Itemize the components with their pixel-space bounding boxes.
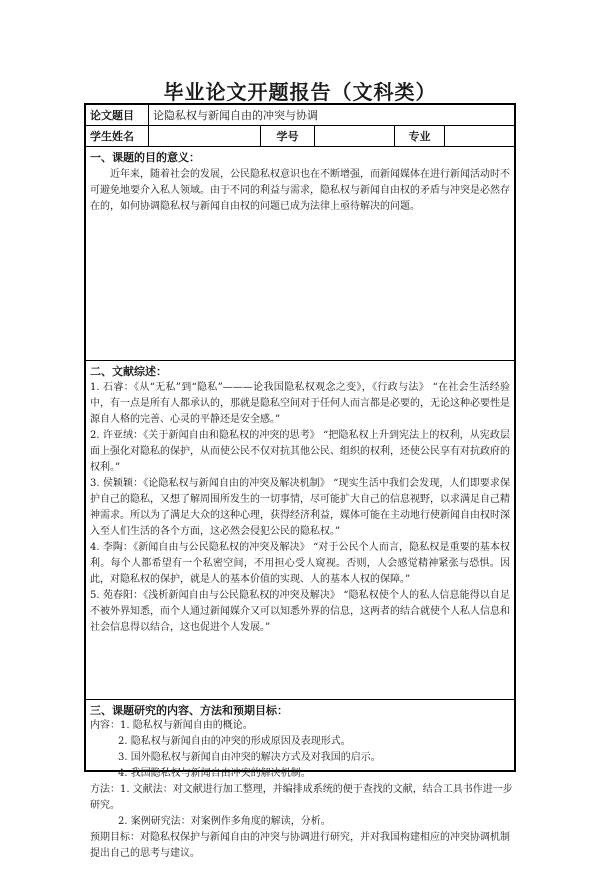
content-label: 内容： xyxy=(90,720,120,731)
section-purpose-heading: 一、课题的目的意义： xyxy=(90,151,200,164)
proposal-form xyxy=(84,103,516,859)
topic-value: 论隐私权与新闻自由的冲突与协调 xyxy=(148,105,516,125)
literature-item: 4. 李陶：《新闻自由与公民隐私权的冲突及解决》 “对于公民个人而言，隐私权是重要的基本权利。每个人都希望有一个私密空间，不用担心受人窥视。否则，人会感觉精神紧张与恐惧。因此，对隐私权的保护，就是人的基本价值的实现、人的基本人权的保障。” xyxy=(90,542,510,585)
content-item: 1. 隐私权与新闻自由的概论。 xyxy=(120,720,253,731)
goal-text: 对隐私权保护与新闻自由的冲突与协调进行研究，并对我国构建相应的冲突协调机制提出自己的思考与建议。 xyxy=(90,832,510,859)
name-label: 学生姓名 xyxy=(90,130,134,143)
content-item: 3. 国外隐私权与新闻自由冲突的解决方式及对我国的启示。 xyxy=(118,752,381,763)
major-value xyxy=(444,126,516,146)
goal-label: 预期目标： xyxy=(90,832,140,843)
topic-row xyxy=(86,105,514,126)
topic-label: 论文题目 xyxy=(90,109,134,122)
page-title: 毕业论文开题报告（文科类） xyxy=(163,80,437,104)
method-line-1 xyxy=(86,782,514,814)
section-content-heading: 三、课题研究的内容、方法和预期目标： xyxy=(90,704,288,717)
method-item: 1. 文献法：对文献进行加工整理，并编排成系统的便于查找的文献，结合工具书作进一步研究。 xyxy=(90,784,513,811)
literature-item: 1. 石睿：《从“无私”到“隐私”———论我国隐私权观念之变》，《行政与法》 “在社会生活经验中，有一点是所有人都承认的，那就是隐私空间对于任何人而言都是必要的，无论这种必要性是源自人格的完善、心灵的平静还是安全感。” xyxy=(90,382,510,425)
method-label: 方法： xyxy=(90,784,120,795)
content-item: 2. 隐私权与新闻自由的冲突的形成原因及表现形式。 xyxy=(118,736,351,747)
goal-line xyxy=(86,830,514,862)
method-item: 2. 案例研究法：对案例作多角度的解读，分析。 xyxy=(118,816,331,827)
id-label: 学号 xyxy=(260,126,314,146)
content-item: 4. 我国隐私权与新闻自由冲突的解决机制。 xyxy=(118,768,311,779)
literature-item: 5. 苑春阳：《浅析新闻自由与公民隐私权的冲突及解决》 “隐私权使个人的私人信息能得以自足不被外界知悉，而个人通过新闻媒介又可以知悉外界的信息，这两者的结合就使个人私人信息和社会信息得以结合，这也促进个人发展。” xyxy=(90,590,510,633)
section-literature-heading: 二、文献综述： xyxy=(90,365,167,378)
section-purpose-text: 近年来，随着社会的发展，公民隐私权意识也在不断增强，而新闻媒体在进行新闻活动时不可避免地要介入私人领域。由于不同的利益与需求，隐私权与新闻自由权的矛盾与冲突是必然存在的，如何协调隐私权与新闻自由权的问题已成为法律上亟待解决的问题。 xyxy=(90,169,510,212)
id-value xyxy=(314,126,394,146)
name-value xyxy=(148,126,260,146)
literature-item: 2. 许亚绒：《关于新闻自由和隐私权的冲突的思考》 “把隐私权上升到宪法上的权利，从宪政层面上强化对隐私的保护，从而使公民不仅对抗其他公民、组织的权利，还使公民享有对抗政府的权利。” xyxy=(90,430,510,473)
student-row xyxy=(86,126,514,147)
literature-item: 3. 侯颖颖：《论隐私权与新闻自由的冲突及解决机制》 “现实生活中我们会发现，人们即要求保护自己的隐私，又想了解周围所发生的一切事情，尽可能扩大自己的信息视野，以求满足自己精神需求。所以为了满足大众的这种心理，获得经济利益，媒体可能在主动地行使新闻自由权时深入至人们生活的各个方面，这必然会侵犯公民的隐私权。” xyxy=(90,478,510,537)
content-line-1 xyxy=(86,718,514,734)
section-content xyxy=(86,700,514,870)
section-purpose xyxy=(86,147,514,361)
section-literature xyxy=(86,361,514,700)
major-label: 专业 xyxy=(394,126,444,146)
